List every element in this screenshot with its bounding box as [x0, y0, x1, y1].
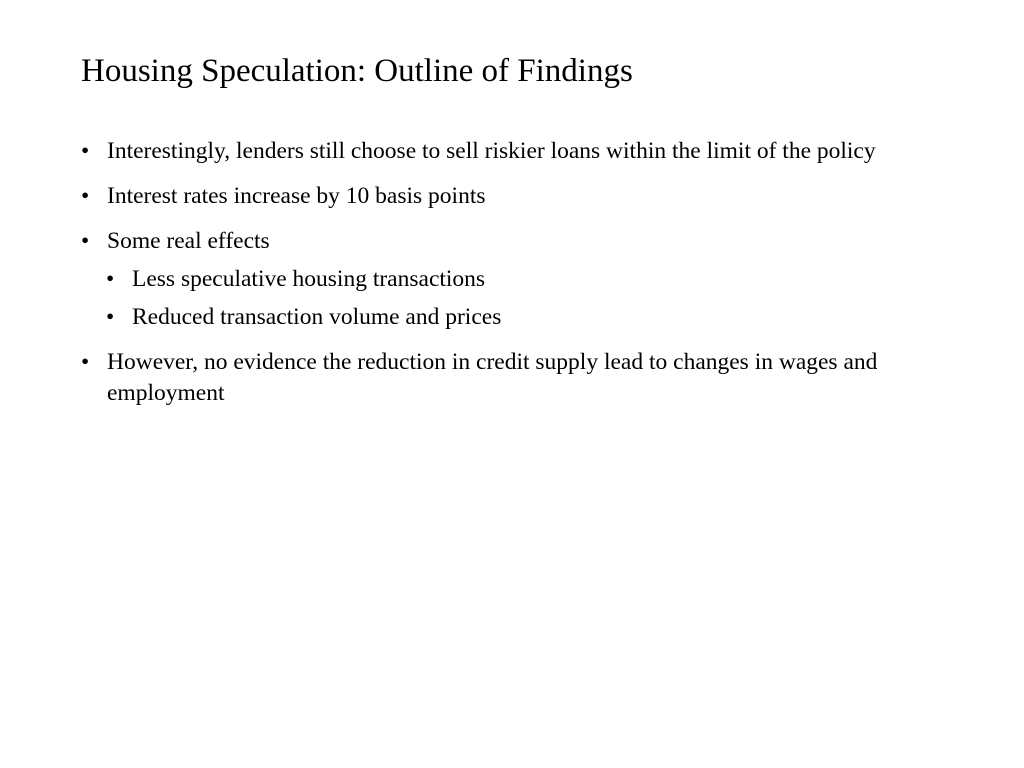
- sub-bullet-list: [107, 264, 931, 333]
- bullet-text: Interestingly, lenders still choose to sell riskier loans within the limit of the policy: [107, 138, 876, 164]
- sub-bullet-item: [81, 264, 931, 295]
- sub-bullet-item: [81, 302, 931, 333]
- slide-title: Housing Speculation: Outline of Findings: [81, 53, 633, 89]
- bullet-item: [81, 181, 931, 212]
- sub-bullet-text: Less speculative housing transactions: [132, 266, 486, 292]
- bullet-marker: •: [81, 138, 90, 164]
- bullet-item: [81, 347, 931, 409]
- bullet-list: [81, 136, 931, 423]
- sub-bullet-marker: •: [106, 304, 115, 330]
- bullet-marker: •: [81, 183, 90, 209]
- sub-bullet-marker: •: [106, 266, 115, 292]
- bullet-marker: •: [81, 349, 90, 375]
- bullet-marker: •: [81, 228, 90, 254]
- bullet-text: Interest rates increase by 10 basis points: [107, 183, 486, 209]
- bullet-text: However, no evidence the reduction in credit supply lead to changes in wages and employment: [107, 349, 878, 406]
- bullet-item: [81, 136, 931, 167]
- bullet-text: Some real effects: [107, 228, 270, 254]
- bullet-item: [81, 226, 931, 333]
- sub-bullet-text: Reduced transaction volume and prices: [132, 304, 502, 330]
